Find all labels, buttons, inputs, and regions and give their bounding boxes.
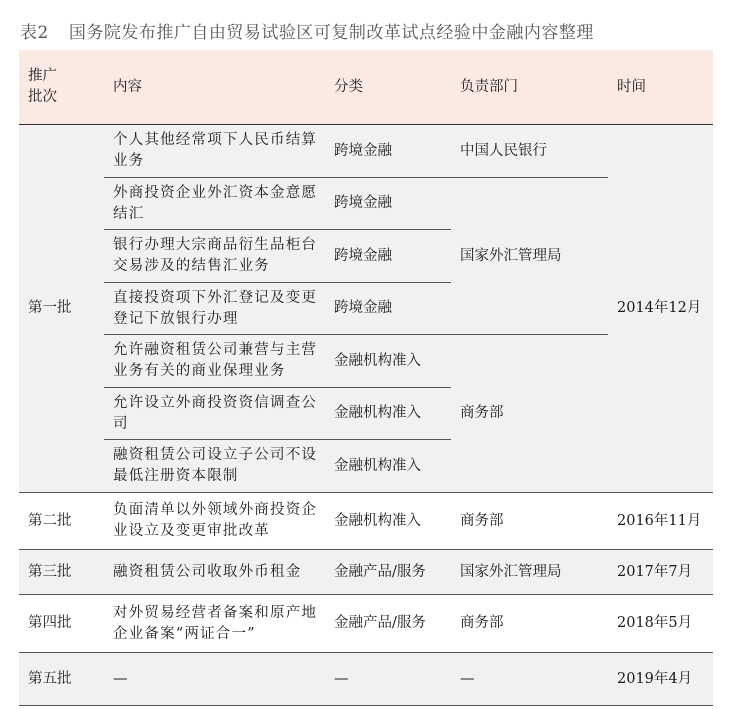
batch-cell: 第二批 [19,493,104,550]
time-cell: 2014年12月 [608,125,713,493]
dept-cell: 国家外汇管理局 [451,178,608,335]
content-cell: 银行办理大宗商品衍生品柜台交易涉及的结售汇业务 [104,230,325,283]
time-cell: 2016年11月 [608,493,713,550]
dept-cell: 商务部 [451,595,608,653]
content-cell: 融资租赁公司收取外币租金 [104,550,325,595]
category-cell: 金融机构准入 [325,493,451,550]
category-cell: 金融机构准入 [325,335,451,388]
batch-cell: 第一批 [19,125,104,493]
content-cell: 允许设立外商投资资信调查公司 [104,388,325,440]
category-cell: 跨境金融 [325,178,451,230]
header-category: 分类 [325,50,451,125]
header-batch: 推广批次 [19,50,104,125]
content-cell: 个人其他经常项下人民币结算业务 [104,125,325,178]
content-cell: 负面清单以外领域外商投资企业设立及变更审批改革 [104,493,325,550]
category-cell: 跨境金融 [325,283,451,335]
category-cell: 金融产品/服务 [325,595,451,653]
time-cell: 2017年7月 [608,550,713,595]
dept-cell: — [451,653,608,706]
header-content: 内容 [104,50,325,125]
category-cell: 金融机构准入 [325,440,451,493]
header-dept: 负责部门 [451,50,608,125]
table-row [19,493,713,550]
batch-cell: 第三批 [19,550,104,595]
table-row [19,550,713,595]
table-row [19,595,713,653]
dept-cell: 商务部 [451,335,608,493]
table-number: 表2 [20,23,49,43]
table-caption: 国务院发布推广自由贸易试验区可复制改革试点经验中金融内容整理 [68,23,594,43]
category-cell: 金融机构准入 [325,388,451,440]
content-cell: 外商投资企业外汇资本金意愿结汇 [104,178,325,230]
finance-content-table [19,50,713,706]
category-cell: — [325,653,451,706]
dept-cell: 国家外汇管理局 [451,550,608,595]
batch-cell: 第五批 [19,653,104,706]
batch-cell: 第四批 [19,595,104,653]
header-time: 时间 [608,50,713,125]
content-cell: 直接投资项下外汇登记及变更登记下放银行办理 [104,283,325,335]
category-cell: 金融产品/服务 [325,550,451,595]
table-row [19,653,713,706]
category-cell: 跨境金融 [325,230,451,283]
category-cell: 跨境金融 [325,125,451,178]
content-cell: 对外贸易经营者备案和原产地企业备案“两证合一” [104,595,325,653]
content-cell: — [104,653,325,706]
time-cell: 2019年4月 [608,653,713,706]
table-title [20,18,594,43]
dept-cell: 商务部 [451,493,608,550]
dept-cell: 中国人民银行 [451,125,608,178]
table-header-row [19,50,713,125]
content-cell: 允许融资租赁公司兼营与主营业务有关的商业保理业务 [104,335,325,388]
table-row [19,125,713,178]
content-cell: 融资租赁公司设立子公司不设最低注册资本限制 [104,440,325,493]
time-cell: 2018年5月 [608,595,713,653]
